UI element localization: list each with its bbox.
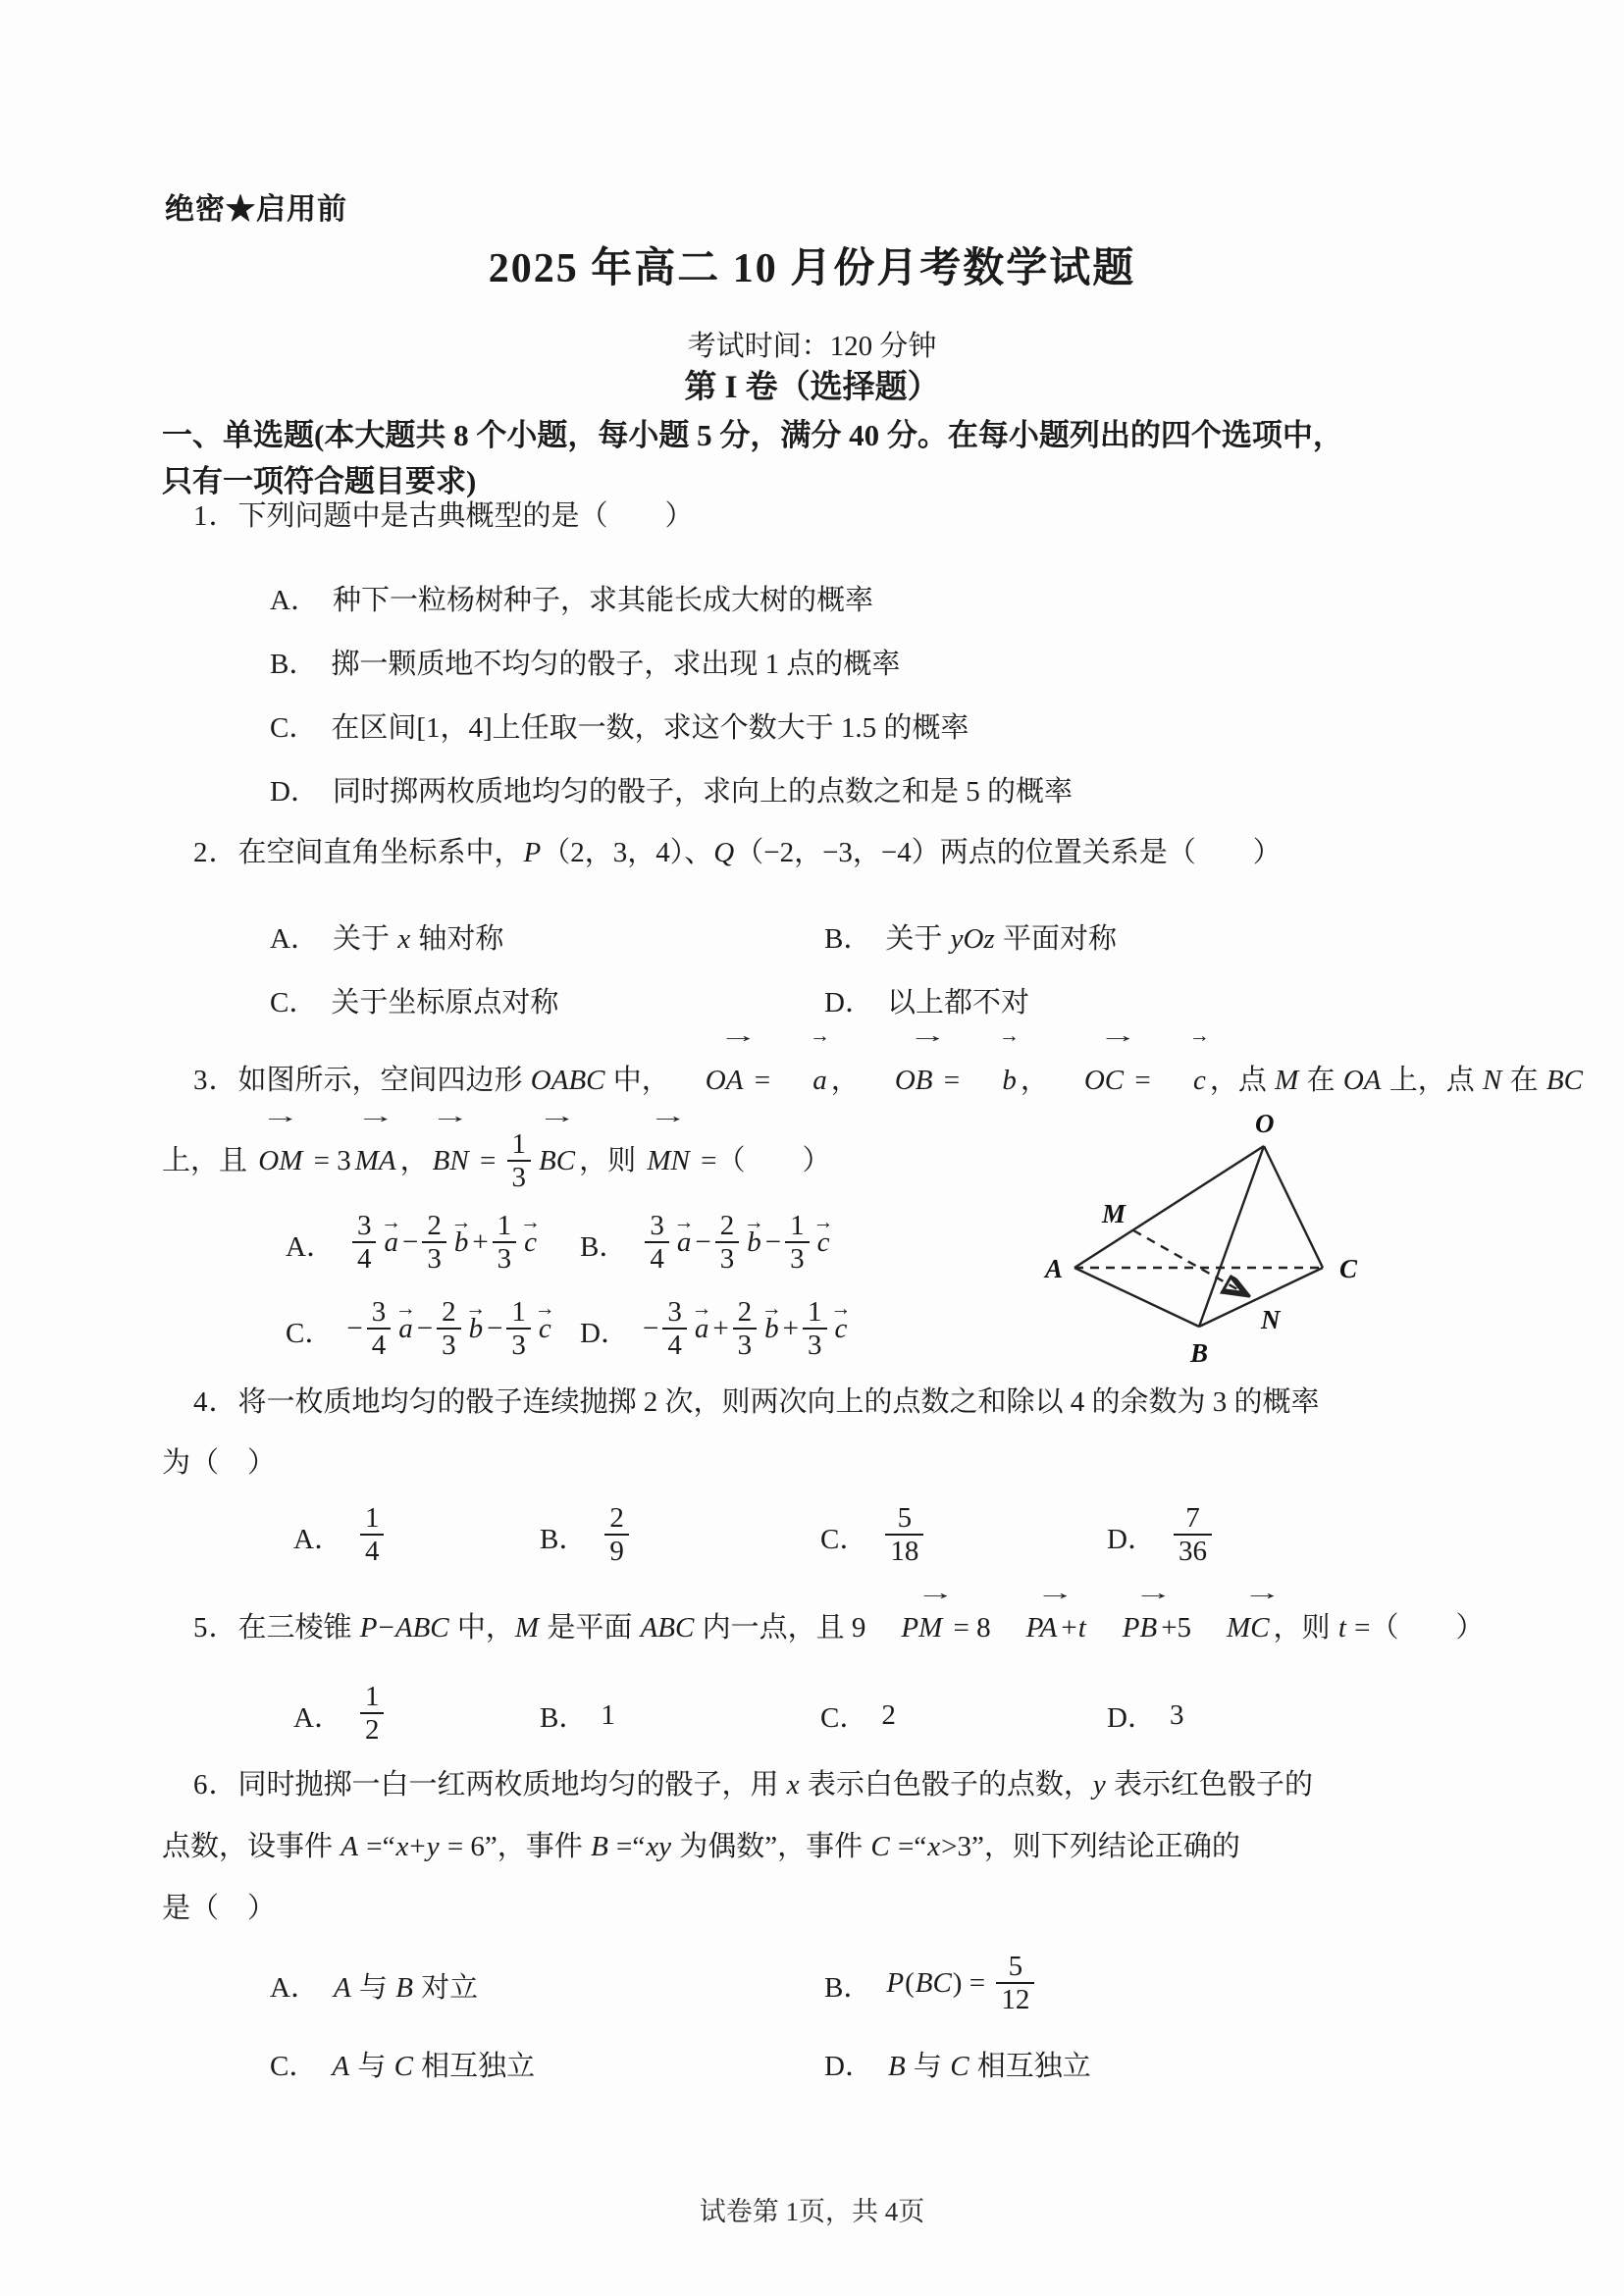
option-text: 关于坐标原点对称 xyxy=(331,987,559,1018)
question-number: 3． xyxy=(193,1065,238,1096)
option-1c xyxy=(270,694,1477,757)
vertex-label-O: O xyxy=(1255,1109,1275,1138)
option-label: A． xyxy=(286,1230,335,1263)
option-2b xyxy=(824,905,1477,968)
section-heading-line: 只有一项符合题目要求) xyxy=(162,464,477,498)
option-label: B． xyxy=(824,923,872,955)
edge-AB xyxy=(1074,1268,1199,1327)
vertex-label-A: A xyxy=(1045,1254,1064,1283)
option-label: C． xyxy=(820,1701,868,1734)
option-text: 关于 yOz 平面对称 xyxy=(885,923,1117,955)
option-text: B 与 C 相互独立 xyxy=(887,2050,1091,2082)
option-text: P(BC) = $\frac{5}{12}$ xyxy=(885,1953,1038,2018)
option-5d xyxy=(1107,1672,1477,1758)
option-text: $\frac{3}{4}$ → a − $\frac{2}{3}$ → b − $\frac{1}{3}$ → c xyxy=(641,1212,833,1278)
option-1a xyxy=(270,566,1477,630)
question-1-options xyxy=(162,566,1477,821)
option-text: 3 xyxy=(1169,1698,1184,1731)
option-text: 2 xyxy=(881,1698,896,1731)
option-4b xyxy=(540,1493,820,1580)
question-6-stem xyxy=(162,1754,1477,1816)
stem-text: 如图所示，空间四边形 OABC 中， → OA = → a ， → OB = → b ， → OC = → c ，点 M 在 OA 上，点 N 在 BC xyxy=(238,1065,1584,1096)
segment-MN-dashed-arrow xyxy=(1133,1230,1244,1293)
option-2a xyxy=(270,905,824,968)
option-label: A． xyxy=(270,923,319,955)
section-heading xyxy=(162,412,1477,504)
question-number: 1． xyxy=(193,500,238,532)
option-5b xyxy=(540,1672,820,1758)
option-label: B． xyxy=(580,1230,628,1263)
option-label: B． xyxy=(540,1523,588,1555)
question-6-stem-continued: 点数，设事件 A =“x+y = 6”，事件 B =“xy 为偶数”，事件 C =“x>3”，则下列结论正确的 xyxy=(162,1831,1240,1862)
option-text: $\frac{1}{4}$ xyxy=(356,1504,389,1570)
option-text: 1 xyxy=(601,1698,615,1731)
option-label: C． xyxy=(270,987,318,1018)
question-4-stem xyxy=(162,1372,1477,1433)
question-5-stem xyxy=(162,1597,1485,1658)
option-label: D． xyxy=(824,2050,873,2082)
page-footer: 试卷第 1页，共 4页 xyxy=(699,2197,925,2226)
question-number: 6． xyxy=(193,1769,238,1800)
question-6-options xyxy=(162,1946,1477,2103)
question-2-stem xyxy=(162,832,1477,873)
stem-text: 在三棱锥 P−ABC 中，M 是平面 ABC 内一点，且 9 → PM = 8 → PA +t → PB +5 → MC ，则 t =（ ） xyxy=(238,1612,1485,1644)
stem-text: 下列问题中是古典概型的是（ ） xyxy=(237,500,694,532)
stem-text: 将一枚质地均匀的骰子连续抛掷 2 次，则两次向上的点数之和除以 4 的余数为 3 的概率 xyxy=(237,1386,1320,1418)
option-label: A． xyxy=(293,1523,342,1555)
option-label: B． xyxy=(270,649,318,680)
question-3-stem-continued: 上，且 → OM = 3 → MA ， → BN = $\frac{1}{3}$ → BC ，则 → MN =（ ） xyxy=(162,1121,1477,1201)
option-text: A 与 C 相互独立 xyxy=(332,2050,536,2082)
option-6a xyxy=(270,1946,824,2024)
question-6-stem-continued: 是（ ） xyxy=(162,1893,277,1924)
question-4-options xyxy=(162,1493,1477,1580)
option-4d xyxy=(1107,1493,1477,1580)
option-label: C． xyxy=(270,712,318,744)
option-3c xyxy=(286,1287,580,1374)
question-5 xyxy=(162,1597,1485,1758)
question-5-options xyxy=(162,1672,1477,1758)
option-text: − $\frac{3}{4}$ → a − $\frac{2}{3}$ → b − $\frac{1}{3}$ → c xyxy=(346,1298,554,1364)
option-label: D． xyxy=(270,776,319,808)
option-6b xyxy=(824,1946,1477,2024)
option-text: 关于 x 轴对称 xyxy=(332,923,504,955)
question-6 xyxy=(162,1754,1477,2103)
option-4c xyxy=(820,1493,1107,1580)
option-text: $\frac{1}{2}$ xyxy=(356,1683,389,1748)
stem-text: 在空间直角坐标系中，P（2，3，4）、Q（−2，−3，−4）两点的位置关系是（ ） xyxy=(237,837,1282,868)
exam-duration: 考试时间：120 分钟 xyxy=(687,331,937,362)
question-number: 2． xyxy=(193,837,238,868)
option-label: D． xyxy=(824,987,873,1018)
question-4-stem-continued: 为（ ） xyxy=(162,1447,277,1479)
question-3-figure-tetrahedron xyxy=(1035,1107,1388,1391)
option-5c xyxy=(820,1672,1107,1758)
question-number: 5． xyxy=(193,1612,238,1644)
option-text: 在区间[1，4]上任取一数，求这个数大于 1.5 的概率 xyxy=(331,712,969,744)
option-label: C． xyxy=(270,2050,318,2082)
option-3a xyxy=(286,1201,580,1287)
option-text: $\frac{3}{4}$ → a − $\frac{2}{3}$ → b + $\frac{1}{3}$ → c xyxy=(348,1212,541,1278)
option-text: 同时掷两枚质地均匀的骰子，求向上的点数之和是 5 的概率 xyxy=(332,776,1073,808)
section-heading-line: 一、单选题(本大题共 8 个小题，每小题 5 分，满分 40 分。在每小题列出的四个选项中， xyxy=(162,418,1343,452)
option-text: 以上都不对 xyxy=(886,987,1029,1018)
option-text: $\frac{2}{9}$ xyxy=(601,1504,633,1570)
question-number: 4． xyxy=(193,1386,238,1418)
option-6d xyxy=(824,2024,1477,2103)
option-label: D． xyxy=(1107,1523,1156,1555)
security-label: 绝密★启用前 xyxy=(165,193,347,226)
part-title: 第 I 卷（选择题） xyxy=(684,370,940,405)
option-label: D． xyxy=(1107,1701,1156,1734)
option-4a xyxy=(293,1493,540,1580)
option-1d xyxy=(270,757,1477,821)
point-label-M: M xyxy=(1102,1199,1126,1228)
option-text: 种下一粒杨树种子，求其能长成大树的概率 xyxy=(332,585,873,616)
option-text: 掷一颗质地不均匀的骰子，求出现 1 点的概率 xyxy=(331,649,901,680)
vertex-label-B: B xyxy=(1190,1338,1209,1368)
question-4 xyxy=(162,1372,1477,1580)
option-text: $\frac{7}{36}$ xyxy=(1170,1504,1216,1570)
exam-title: 2025 年高二 10 月份月考数学试题 xyxy=(488,246,1136,291)
question-2 xyxy=(162,832,1477,1032)
option-6c xyxy=(270,2024,824,2103)
option-text: A 与 B 对立 xyxy=(333,1971,479,2004)
option-label: B． xyxy=(824,1971,872,2004)
option-label: A． xyxy=(293,1701,342,1734)
question-1 xyxy=(162,496,1477,821)
vertex-label-C: C xyxy=(1339,1254,1358,1283)
option-label: A． xyxy=(270,585,319,616)
option-label: C． xyxy=(286,1317,334,1349)
option-label: C． xyxy=(820,1523,868,1555)
option-5a xyxy=(293,1672,540,1758)
question-1-stem xyxy=(162,496,1477,537)
edge-OC xyxy=(1264,1146,1323,1268)
option-text: − $\frac{3}{4}$ → a + $\frac{2}{3}$ → b + $\frac{1}{3}$ → c xyxy=(643,1298,851,1364)
option-1b xyxy=(270,630,1477,694)
option-text: $\frac{5}{18}$ xyxy=(881,1504,927,1570)
option-label: A． xyxy=(270,1971,319,2004)
point-label-N: N xyxy=(1261,1305,1281,1334)
option-label: B． xyxy=(540,1701,588,1734)
question-2-options xyxy=(162,905,1477,1032)
option-label: D． xyxy=(580,1317,629,1349)
stem-text: 同时抛掷一白一红两枚质地均匀的骰子，用 x 表示白色骰子的点数，y 表示红色骰子的 xyxy=(237,1769,1314,1800)
